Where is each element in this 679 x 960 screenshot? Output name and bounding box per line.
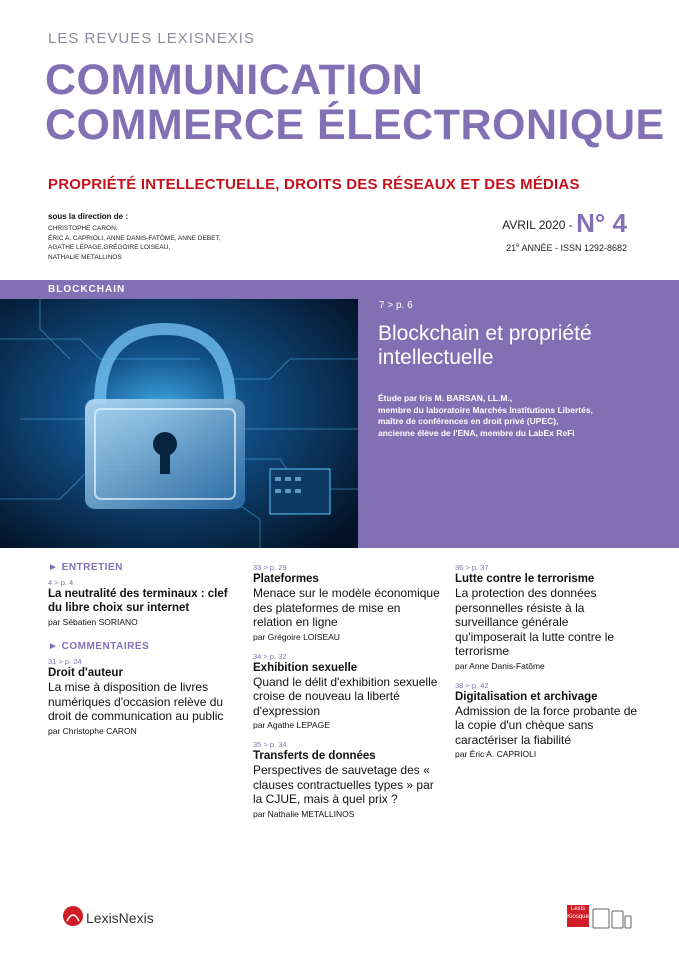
article-author: par Grégoire LOISEAU [253, 631, 340, 642]
article-author: par Agathe LEPAGE [253, 720, 330, 730]
issue-year [502, 243, 627, 253]
article-ref: 4 > p. 4 [48, 578, 74, 587]
article-transferts [253, 740, 443, 819]
direction-line: NATHALIE METALLINOS [48, 253, 122, 261]
article-ref: 34 > p. 32 [253, 651, 287, 661]
article-ref: 31 > p. 24 [48, 657, 82, 666]
issue-year-number: 21 [506, 243, 517, 253]
issue-year-sup: e [516, 243, 520, 249]
article-ref: 38 > p. 42 [455, 680, 489, 690]
feature-author-block [378, 393, 653, 439]
feature-author-line: membre du laboratoire Marchés Institutions Libertés, [378, 404, 593, 415]
article-title: Exhibition sexuelle [253, 661, 358, 674]
issue-number: N° 4 [576, 208, 627, 238]
badge-line: Kiosque [567, 914, 589, 920]
direction-label: sous la direction de : [48, 212, 129, 221]
journal-title [45, 58, 665, 148]
direction-line: AGATHE LEPAGE,GRÉGOIRE LOISEAU, [48, 244, 171, 251]
lexis-kiosque-badge [567, 905, 589, 927]
article-title: Droit d'auteur [48, 667, 123, 679]
direction-list [48, 224, 248, 262]
article-ref: 35 > p. 34 [253, 740, 287, 749]
article-exhibition [253, 652, 443, 731]
article-desc: Perspectives de sauvetage des « clauses contractuelles types » par la CJUE, mais à quel prix ? [253, 763, 434, 806]
section-entretien: ► ENTRETIEN [48, 562, 123, 573]
article-desc: Quand le délit d'exhibition sexuelle croise de nouveau la liberté d'expression [253, 674, 438, 718]
article-ref: 36 > p. 37 [455, 563, 489, 572]
article-digitalisation [455, 681, 640, 760]
article-author: par Anne Danis-Fatôme [455, 660, 545, 671]
article-title: Transferts de données [253, 750, 376, 762]
article-title: La neutralité des terminaux : clef du libre choix sur internet [48, 588, 228, 614]
section-commentaires: ► COMMENTAIRES [48, 641, 150, 652]
article-desc: Admission de la force probante de la copie d'un chèque sans caractériser la fiabilité [455, 703, 638, 747]
padlock-circuit-image [0, 299, 358, 548]
article-neutralite [48, 578, 238, 627]
lexisnexis-logo-text: LexisNexis [86, 910, 154, 926]
article-terrorisme [455, 563, 640, 671]
badge-line: Lexis [570, 906, 585, 912]
direction-line: ÉRIC A. CAPRIOLI, ANNE DANIS-FATÔME, ANNE DEBET, [48, 234, 221, 242]
article-title: Digitalisation et archivage [455, 690, 598, 703]
issue-date: AVRIL 2020 - [502, 218, 573, 232]
feature-tag-label: BLOCKCHAIN [48, 284, 126, 295]
feature-author-line: Étude par Iris M. BARSAN, LL.M., [378, 393, 513, 403]
journal-title-line2: COMMERCE ÉLECTRONIQUE [45, 101, 665, 149]
article-author: par Éric A. CAPRIOLI [455, 749, 537, 759]
feature-photo [0, 299, 358, 548]
feature-title: Blockchain et propriété intellectuelle [378, 322, 592, 369]
article-author: par Nathalie METALLINOS [253, 808, 355, 819]
article-author: par Christophe CARON [48, 725, 137, 736]
feature-tag [0, 280, 358, 299]
column-left [48, 562, 238, 746]
series-label: LES REVUES LEXISNEXIS [48, 30, 255, 47]
direction-line: CHRISTOPHE CARON. [48, 225, 118, 232]
issue-year-rest: ANNÉE - ISSN 1292-8682 [519, 243, 627, 253]
feature-author-line: maître de conférences en droit privé (UPEC), [378, 416, 559, 426]
feature-ref: 7 > p. 6 [379, 300, 413, 311]
column-middle [253, 563, 443, 829]
article-droit-auteur [48, 657, 238, 736]
article-title: Plateformes [253, 573, 319, 585]
journal-subtitle: PROPRIÉTÉ INTELLECTUELLE, DROITS DES RÉSEAUX ET DES MÉDIAS [48, 176, 580, 193]
issue-line [502, 208, 627, 239]
article-author: par Sébatien SORIANO [48, 617, 138, 627]
article-desc: La mise à disposition de livres numériques d'occasion relève du droit de communication au public [48, 680, 224, 723]
journal-title-line1: COMMUNICATION [45, 56, 424, 104]
lexisnexis-logo-icon [62, 905, 84, 932]
article-ref: 33 > p. 29 [253, 563, 287, 572]
column-right [455, 563, 640, 769]
article-title: Lutte contre le terrorisme [455, 573, 595, 585]
devices-icon [592, 907, 632, 934]
article-plateformes [253, 563, 443, 642]
article-desc: La protection des données personnelles résiste à la surveillance générale qu'imposerait la lutte contre le terrorisme [455, 586, 615, 658]
feature-author-line: ancienne élève de l'ENA, membre du LabEx ReFi [378, 427, 575, 438]
article-desc: Menace sur le modèle économique des plateformes de mise en relation en ligne [253, 586, 440, 629]
issue-info [502, 208, 627, 253]
